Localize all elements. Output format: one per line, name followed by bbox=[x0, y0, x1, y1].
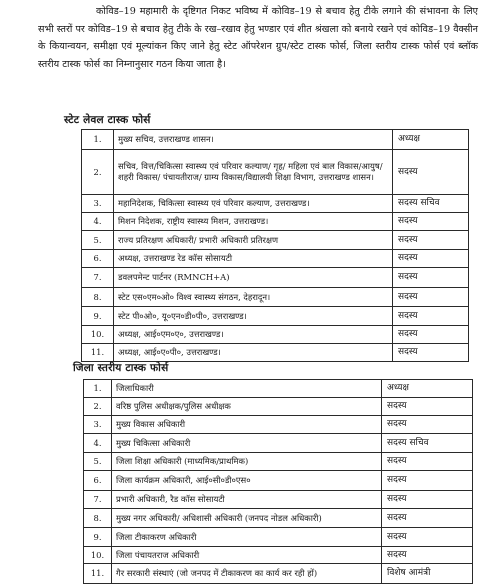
member-name: प्रभारी अधिकारी, रैड कॉस सोसायटी bbox=[112, 491, 382, 509]
row-number: 3. bbox=[84, 416, 112, 434]
member-role: विशेष आमंत्री bbox=[382, 564, 473, 584]
member-name: जिला कार्यक्रम अधिकारी, आई०सी०डी०एस० bbox=[112, 471, 382, 491]
member-role: सदस्य सचिव bbox=[382, 434, 473, 453]
member-role: सदस्य bbox=[393, 231, 469, 250]
intro-text: कोविड–19 महामारी के दृष्टिगत निकट भविष्य में कोविड–19 से बचाव हेतु टीके लगाने की संभावना के लिए सभी स्तरों पर कोविड–19 से बचाव हेतु टीके के रख–रखाव हेतु भण्डार एवं शीत श्रंखला को बनाये रखने एवं कोविड–19 वैक्सीन के कियान्वयन, समीक्षा एवं मूल्यांकन किए जाने हेतु स्टेट ऑपरेशन ग्रुप/स्टेट टास्क फोर्स, जिला स्तरीय टास्क फोर्स एवं ब्लॉक स्तरीय टास्क फोर्स का निम्नानुसार गठन किया जाता है। bbox=[38, 6, 478, 70]
table-row bbox=[84, 416, 473, 434]
table-row bbox=[84, 453, 473, 471]
table-row bbox=[82, 326, 469, 344]
table-row bbox=[82, 288, 469, 307]
member-role: सदस्य bbox=[382, 547, 473, 564]
member-name: मुख्य नगर अधिकारी/ अधिशासी अधिकारी (जनपद नोडल अधिकारी) bbox=[112, 509, 382, 528]
member-role: सदस्य bbox=[393, 150, 469, 195]
member-name: राज्य प्रतिरक्षण अधिकारी/ प्रभारी अधिकारी प्रतिरक्षण bbox=[114, 231, 393, 250]
member-role: अध्यक्ष bbox=[393, 130, 469, 150]
member-role: सदस्य bbox=[382, 528, 473, 547]
table-row bbox=[84, 547, 473, 564]
table-row bbox=[84, 564, 473, 584]
state-task-force-table bbox=[81, 129, 469, 362]
row-number: 7. bbox=[82, 268, 114, 288]
row-number: 10. bbox=[82, 326, 114, 344]
table-row bbox=[82, 195, 469, 213]
member-role: सदस्य bbox=[382, 491, 473, 509]
row-number: 3. bbox=[82, 195, 114, 213]
table-row bbox=[82, 130, 469, 150]
member-name: मुख्य सचिव, उत्तराखण्ड शासन। bbox=[114, 130, 393, 150]
row-number: 9. bbox=[82, 307, 114, 326]
table-row bbox=[82, 344, 469, 362]
member-role: सदस्य bbox=[393, 344, 469, 362]
member-name: जिलाधिकारी bbox=[112, 380, 382, 398]
row-number: 2. bbox=[82, 150, 114, 195]
state-task-force-heading: स्टेट लेवल टास्क फोर्स bbox=[64, 114, 151, 126]
table-row bbox=[82, 250, 469, 268]
member-name: जिला टीकाकरण अधिकारी bbox=[112, 528, 382, 547]
row-number: 4. bbox=[82, 213, 114, 231]
member-name: मुख्य चिकित्सा अधिकारी bbox=[112, 434, 382, 453]
member-name: स्टेट पी०ओ०, यू०एन०डी०पी०, उत्तराखण्ड। bbox=[114, 307, 393, 326]
member-name: मिशन निदेशक, राष्ट्रीय स्वास्थ्य मिशन, उत्तराखण्ड। bbox=[114, 213, 393, 231]
row-number: 1. bbox=[84, 380, 112, 398]
table-row bbox=[84, 491, 473, 509]
member-name: जिला शिक्षा अधिकारी (माध्यमिक/प्राथमिक) bbox=[112, 453, 382, 471]
member-name: सचिव, वित्त/चिकित्सा स्वास्थ्य एवं परिवार कल्याण/ गृह/ महिला एवं बाल विकास/आयुष/ शहरी विकास/ पंचायतीराज/ ग्राम्य विकास/विद्यालयी शिक्षा विभाग, उत्तराखण्ड शासन। bbox=[114, 150, 393, 195]
member-role: सदस्य bbox=[393, 288, 469, 307]
member-name: वरिष्ठ पुलिस अधीक्षक/पुलिस अधीक्षक bbox=[112, 398, 382, 416]
row-number: 4. bbox=[84, 434, 112, 453]
member-role: सदस्य bbox=[393, 213, 469, 231]
member-role: अध्यक्ष bbox=[382, 380, 473, 398]
district-task-force-heading: जिला स्तरीय टास्क फोर्स bbox=[73, 362, 169, 374]
table-row bbox=[84, 434, 473, 453]
table-row bbox=[84, 509, 473, 528]
table-row bbox=[82, 150, 469, 195]
row-number: 10. bbox=[84, 547, 112, 564]
member-name: स्टेट एस०एम०ओ० विश्व स्वास्थ्य संगठन, देहरादून। bbox=[114, 288, 393, 307]
member-role: सदस्य bbox=[382, 398, 473, 416]
member-name: महानिदेशक, चिकित्सा स्वास्थ्य एवं परिवार कल्याण, उत्तराखण्ड। bbox=[114, 195, 393, 213]
member-role: सदस्य bbox=[393, 326, 469, 344]
member-role: सदस्य bbox=[382, 471, 473, 491]
member-role: सदस्य bbox=[393, 307, 469, 326]
row-number: 5. bbox=[82, 231, 114, 250]
row-number: 7. bbox=[84, 491, 112, 509]
table-row bbox=[82, 307, 469, 326]
row-number: 6. bbox=[82, 250, 114, 268]
row-number: 11. bbox=[82, 344, 114, 362]
row-number: 2. bbox=[84, 398, 112, 416]
row-number: 8. bbox=[84, 509, 112, 528]
member-name: अध्यक्ष, आई०ए०पी०, उत्तराखण्ड। bbox=[114, 344, 393, 362]
intro-paragraph bbox=[38, 3, 478, 73]
member-role: सदस्य bbox=[393, 250, 469, 268]
row-number: 1. bbox=[82, 130, 114, 150]
member-role: सदस्य bbox=[382, 453, 473, 471]
table-row bbox=[82, 268, 469, 288]
row-number: 9. bbox=[84, 528, 112, 547]
table-row bbox=[84, 380, 473, 398]
table-row bbox=[82, 231, 469, 250]
member-name: अध्यक्ष, उत्तराखण्ड रेड कॉस सोसायटी bbox=[114, 250, 393, 268]
member-name: डवलपमेन्ट पार्टनर (RMNCH+A) bbox=[114, 268, 393, 288]
row-number: 8. bbox=[82, 288, 114, 307]
member-name: गैर सरकारी संस्थाएं (जो जनपद में टीकाकरण का कार्य कर रही हों) bbox=[112, 564, 382, 584]
table-row bbox=[82, 213, 469, 231]
table-row bbox=[84, 528, 473, 547]
member-role: सदस्य सचिव bbox=[393, 195, 469, 213]
row-number: 6. bbox=[84, 471, 112, 491]
member-role: सदस्य bbox=[382, 509, 473, 528]
table-row bbox=[84, 398, 473, 416]
member-name: जिला पंचायतराज अधिकारी bbox=[112, 547, 382, 564]
row-number: 11. bbox=[84, 564, 112, 584]
member-name: अध्यक्ष, आई०एम०ए०, उत्तराखण्ड। bbox=[114, 326, 393, 344]
table-row bbox=[84, 471, 473, 491]
member-name: मुख्य विकास अधिकारी bbox=[112, 416, 382, 434]
district-task-force-table bbox=[83, 379, 473, 584]
row-number: 5. bbox=[84, 453, 112, 471]
member-role: सदस्य bbox=[382, 416, 473, 434]
member-role: सदस्य bbox=[393, 268, 469, 288]
